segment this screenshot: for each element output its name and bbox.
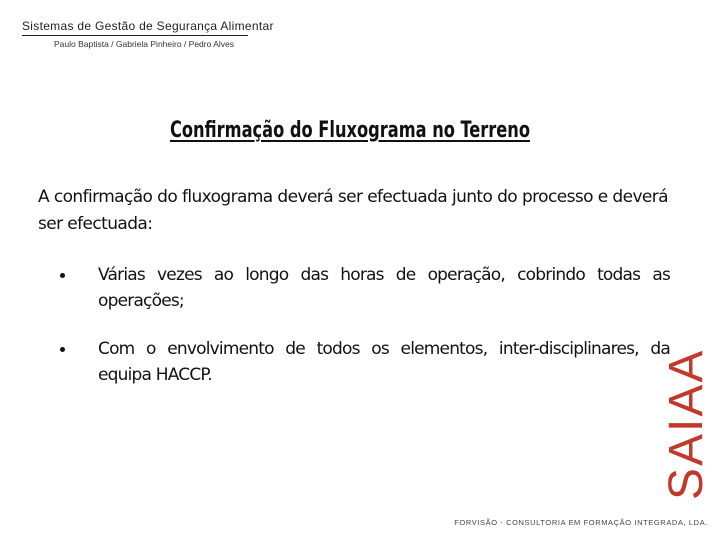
footer-company: FORVISÃO - CONSULTORIA EM FORMAÇÃO INTEGRADA, LDA.	[454, 518, 708, 527]
bullet-icon	[60, 347, 65, 352]
header-divider	[22, 35, 248, 36]
intro-paragraph: A confirmação do fluxograma deverá ser efectuada junto do processo e deverá ser efectuada:	[38, 187, 668, 234]
header-authors: Paulo Baptista / Gabriela Pinheiro / Pedro Alves	[54, 39, 235, 49]
saiaa-logo: SAIAA	[660, 348, 713, 500]
slide-title: Confirmação do Fluxograma no Terreno	[169, 118, 530, 143]
bullet-icon	[60, 273, 65, 278]
bullet-text: Várias vezes ao longo das horas de operação, cobrindo todas as operações;	[98, 265, 670, 311]
bullet-text: Com o envolvimento de todos os elementos, inter-disciplinares, da equipa HACCP.	[98, 339, 670, 385]
bullet-list	[60, 262, 670, 410]
bullet-item	[60, 262, 670, 314]
bullet-item	[60, 336, 670, 388]
header-title: Sistemas de Gestão de Segurança Alimentar	[22, 19, 274, 33]
